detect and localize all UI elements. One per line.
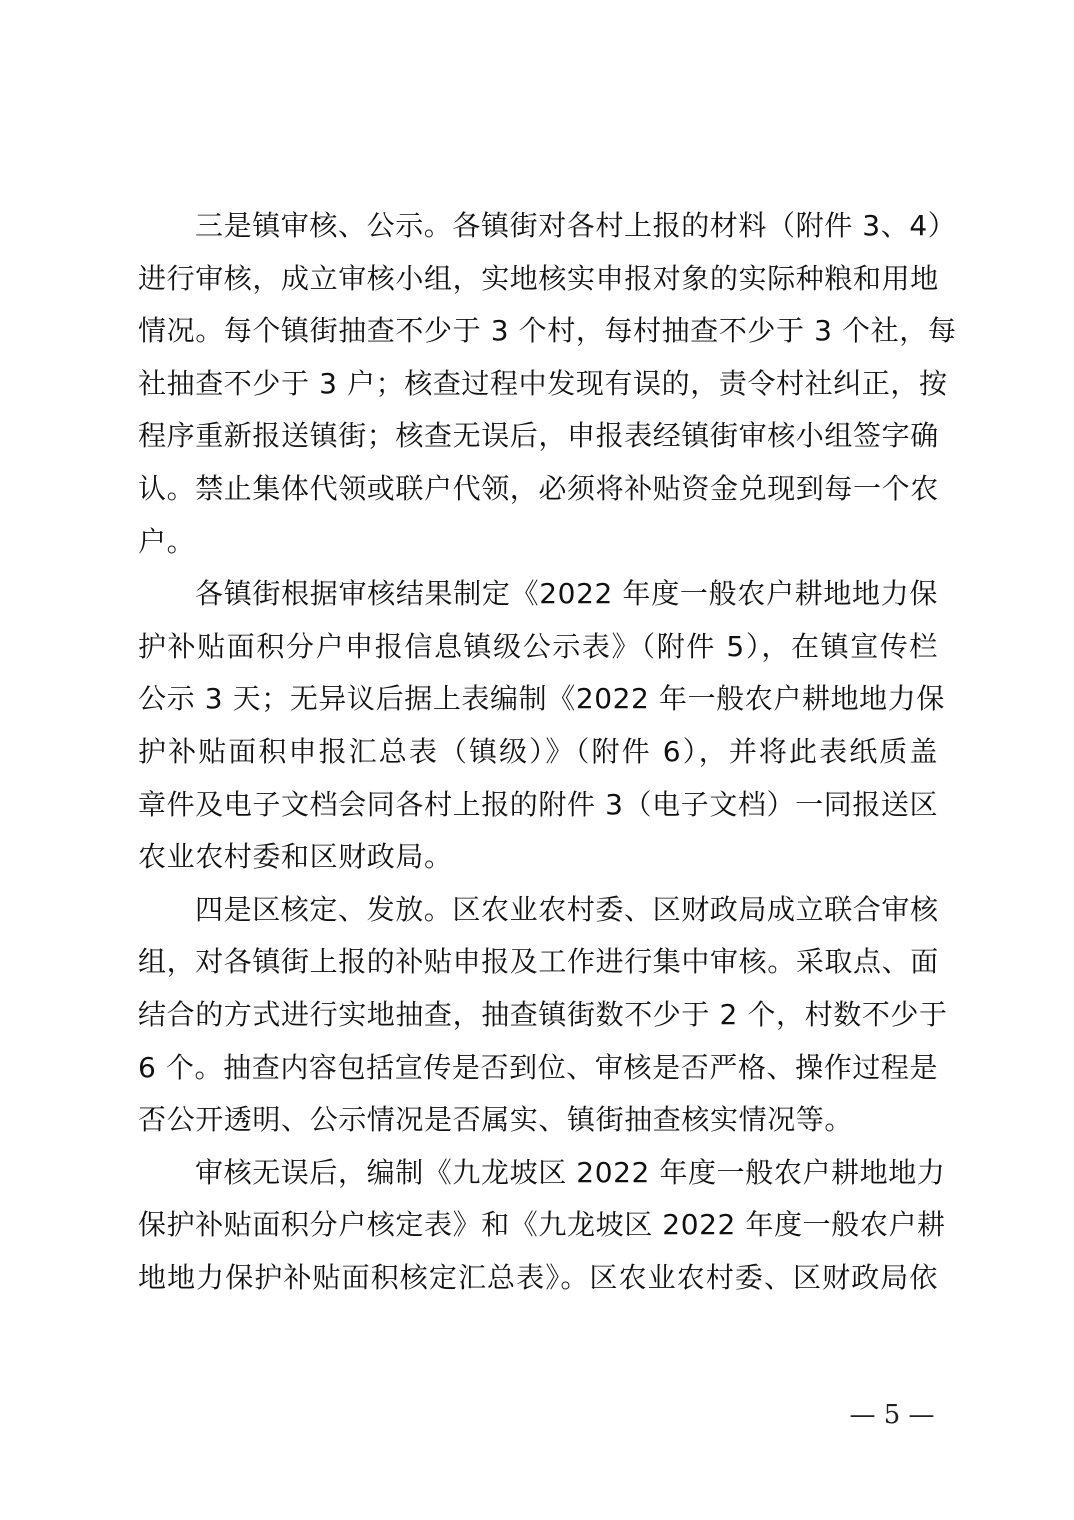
text-line: 认。禁止集体代领或联户代领，必须将补贴资金兑现到每一个农: [138, 471, 939, 505]
text-line: 社抽查不少于 3 户；核查过程中发现有误的，责令村社纠正，按: [138, 366, 948, 400]
text-line: 审核无误后，编制《九龙坡区 2022 年度一般农户耕地地力: [195, 1155, 946, 1189]
text-line: 三是镇审核、公示。各镇街对各村上报的材料（附件 3、4）: [195, 209, 957, 242]
paragraph-town-review: [138, 200, 957, 568]
text-line: 各镇街根据审核结果制定《2022 年度一般农户耕地地力保: [195, 577, 938, 611]
text-line: 章件及电子文档会同各村上报的附件 3（电子文档）一同报送区: [138, 787, 939, 821]
text-line: 6 个。抽查内容包括宣传是否到位、审核是否严格、操作过程是: [138, 1050, 939, 1084]
paragraph-district-approval: [138, 884, 948, 1147]
text-line: 否公开透明、公示情况是否属实、镇街抽查核实情况等。: [138, 1103, 854, 1137]
text-line: 程序重新报送镇街；核查无误后，申报表经镇街审核小组签字确: [138, 419, 939, 453]
text-line: 保护补贴面积分户核定表》和《九龙坡区 2022 年度一般农户耕: [138, 1208, 946, 1242]
page-number: — 5 —: [849, 1400, 935, 1430]
body-text: [138, 200, 957, 1304]
text-line: 护补贴面积分户申报信息镇级公示表》（附件 5），在镇宣传栏: [138, 629, 938, 663]
text-line: 四是区核定、发放。区农业农村委、区财政局成立联合审核: [195, 892, 939, 926]
paragraph-town-publicity: [138, 568, 945, 884]
text-line: 护补贴面积申报汇总表（镇级）》（附件 6），并将此表纸质盖: [138, 734, 938, 768]
text-line: 情况。每个镇街抽查不少于 3 个村，每村抽查不少于 3 个社，每: [138, 314, 957, 348]
text-line: 公示 3 天；无异议后据上表编制《2022 年一般农户耕地地力保: [138, 682, 945, 716]
text-line: 地地力保护补贴面积核定汇总表》。区农业农村委、区财政局依: [138, 1260, 938, 1294]
text-line: 农业农村委和区财政局。: [138, 840, 453, 874]
paragraph-approval-forms: [138, 1147, 946, 1305]
text-line: 户。: [138, 524, 196, 558]
text-line: 组，对各镇街上报的补贴申报及工作进行集中审核。采取点、面: [138, 945, 939, 979]
text-line: 结合的方式进行实地抽查，抽查镇街数不少于 2 个，村数不少于: [138, 997, 948, 1031]
text-line: 进行审核，成立审核小组，实地核实申报对象的实际种粮和用地: [138, 261, 939, 295]
